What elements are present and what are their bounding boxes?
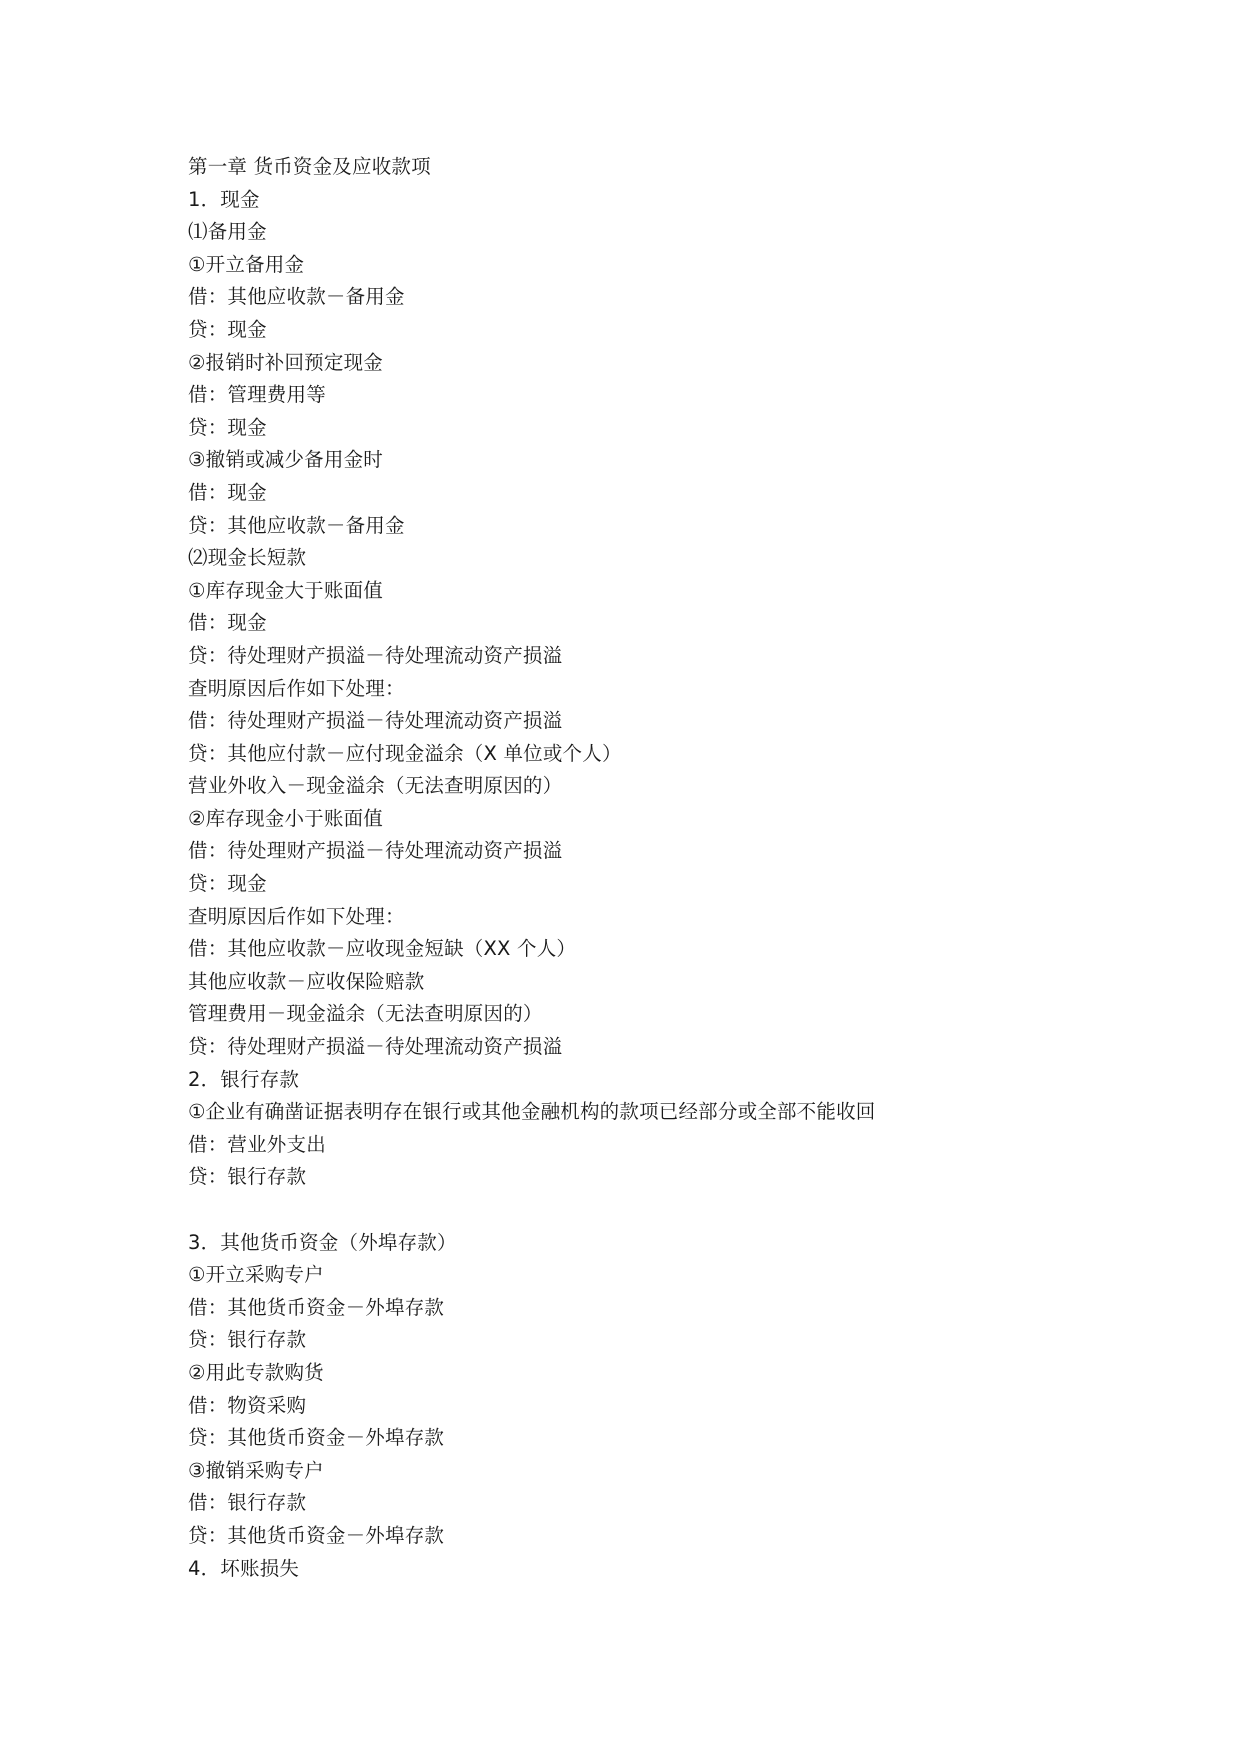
entry-continuation: 其他应收款－应收保险赔款: [188, 969, 425, 993]
debit-entry: 借：现金: [188, 611, 267, 635]
note-line: 查明原因后作如下处理：: [188, 676, 405, 700]
item-heading: ③撤销或减少备用金时: [188, 448, 383, 472]
debit-entry: 借：现金: [188, 480, 267, 504]
item-heading: ①企业有确凿证据表明存在银行或其他金融机构的款项已经部分或全部不能收回: [188, 1100, 876, 1124]
item-heading: ①库存现金大于账面值: [188, 578, 383, 602]
entry-continuation: 管理费用－现金溢余（无法查明原因的）: [188, 1002, 543, 1026]
blank-line: [188, 1194, 1148, 1227]
credit-entry: 贷：现金: [188, 415, 267, 439]
credit-entry: 贷：其他货币资金－外埠存款: [188, 1523, 445, 1547]
debit-entry: 借：管理费用等: [188, 383, 326, 407]
credit-entry: 贷：其他应收款－备用金: [188, 513, 405, 537]
debit-entry: 借：其他货币资金－外埠存款: [188, 1295, 445, 1319]
credit-entry: 贷：其他货币资金－外埠存款: [188, 1426, 445, 1450]
debit-entry: 借：其他应收款－应收现金短缺（XX 个人）: [188, 937, 577, 961]
section-heading: 2．银行存款: [188, 1067, 300, 1091]
item-heading: ①开立采购专户: [188, 1263, 324, 1287]
section-heading: 1．现金: [188, 187, 260, 211]
debit-entry: 借：物资采购: [188, 1393, 307, 1417]
document-body: [188, 151, 1148, 1585]
credit-entry: 贷：待处理财产损溢－待处理流动资产损溢: [188, 1035, 563, 1059]
entry-continuation: 营业外收入－现金溢余（无法查明原因的）: [188, 774, 563, 798]
credit-entry: 贷：现金: [188, 317, 267, 341]
item-heading: ②用此专款购货: [188, 1360, 324, 1384]
section-heading: 3．其他货币资金（外埠存款）: [188, 1230, 457, 1254]
item-heading: ①开立备用金: [188, 252, 305, 276]
debit-entry: 借：银行存款: [188, 1491, 307, 1515]
debit-entry: 借：待处理财产损溢－待处理流动资产损溢: [188, 709, 563, 733]
note-line: 查明原因后作如下处理：: [188, 904, 405, 928]
section-heading: 4．坏账损失: [188, 1556, 300, 1580]
item-heading: ③撤销采购专户: [188, 1458, 324, 1482]
subsection-heading: ⑵现金长短款: [188, 546, 307, 570]
debit-entry: 借：其他应收款－备用金: [188, 285, 405, 309]
debit-entry: 借：待处理财产损溢－待处理流动资产损溢: [188, 839, 563, 863]
credit-entry: 贷：待处理财产损溢－待处理流动资产损溢: [188, 643, 563, 667]
credit-entry: 贷：银行存款: [188, 1328, 307, 1352]
debit-entry: 借：营业外支出: [188, 1132, 326, 1156]
credit-entry: 贷：其他应付款－应付现金溢余（X 单位或个人）: [188, 741, 622, 765]
credit-entry: 贷：银行存款: [188, 1165, 307, 1189]
chapter-title: 第一章 货币资金及应收款项: [188, 155, 431, 178]
item-heading: ②报销时补回预定现金: [188, 350, 383, 374]
credit-entry: 贷：现金: [188, 872, 267, 896]
item-heading: ②库存现金小于账面值: [188, 806, 383, 830]
subsection-heading: ⑴备用金: [188, 220, 267, 244]
